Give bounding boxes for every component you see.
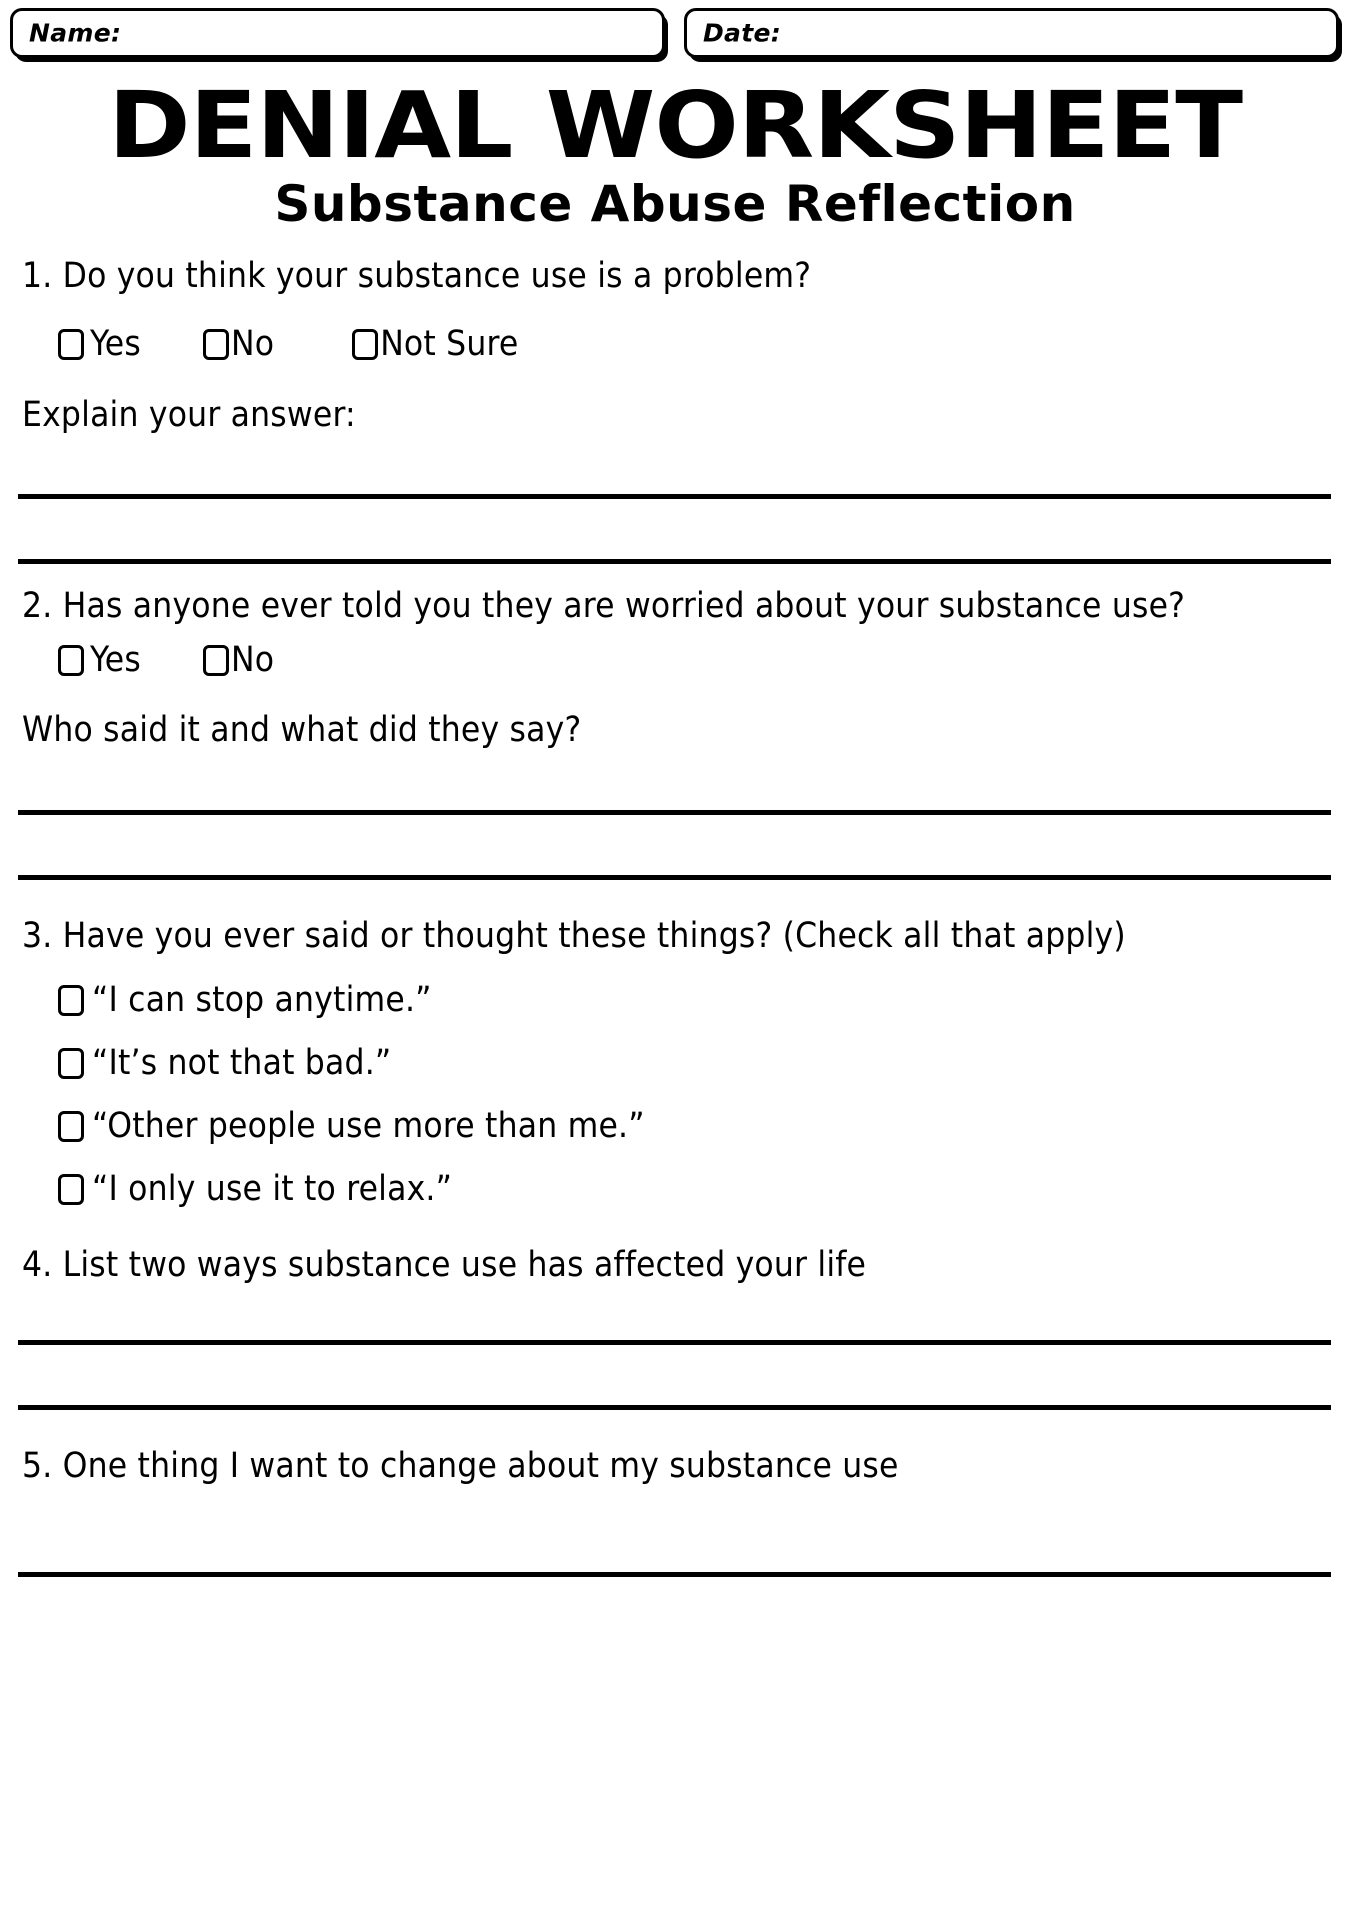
page-title: DENIAL WORKSHEET bbox=[108, 72, 1242, 179]
name-field-label: Name: bbox=[29, 18, 122, 48]
question-3-item-4[interactable] bbox=[58, 1170, 452, 1208]
answer-line-5a[interactable] bbox=[18, 1572, 1331, 1577]
checkbox-icon[interactable] bbox=[58, 1048, 84, 1079]
option-label: No bbox=[230, 640, 275, 680]
question-1-option-yes[interactable] bbox=[58, 325, 141, 363]
question-4-text: 4. List two ways substance use has affected your life bbox=[22, 1245, 867, 1285]
question-2-options bbox=[58, 641, 274, 679]
checkbox-icon[interactable] bbox=[58, 645, 84, 676]
answer-line-4a[interactable] bbox=[18, 1340, 1331, 1345]
question-2-followup-prompt: Who said it and what did they say? bbox=[22, 710, 582, 750]
answer-line-1a[interactable] bbox=[18, 494, 1331, 499]
question-3-text: 3. Have you ever said or thought these things? (Check all that apply) bbox=[22, 916, 1126, 956]
page-subtitle: Substance Abuse Reflection bbox=[274, 175, 1076, 233]
question-5-text: 5. One thing I want to change about my substance use bbox=[22, 1446, 899, 1486]
answer-line-1b[interactable] bbox=[18, 559, 1331, 564]
answer-line-2a[interactable] bbox=[18, 810, 1331, 815]
answer-line-4b[interactable] bbox=[18, 1405, 1331, 1410]
name-field[interactable] bbox=[10, 8, 665, 58]
answer-line-2b[interactable] bbox=[18, 875, 1331, 880]
checkbox-icon[interactable] bbox=[58, 1111, 84, 1142]
checkbox-icon[interactable] bbox=[58, 329, 84, 360]
checkbox-icon[interactable] bbox=[58, 1174, 84, 1205]
item-label: “Other people use more than me.” bbox=[92, 1106, 645, 1146]
checkbox-icon[interactable] bbox=[352, 329, 378, 360]
option-label: Yes bbox=[90, 324, 141, 364]
question-3-item-2[interactable] bbox=[58, 1044, 391, 1082]
question-3-item-1[interactable] bbox=[58, 981, 432, 1019]
question-1-options bbox=[58, 325, 518, 363]
question-1-option-not-sure[interactable] bbox=[352, 325, 518, 363]
question-2-text: 2. Has anyone ever told you they are worried about your substance use? bbox=[22, 586, 1186, 626]
checkbox-icon[interactable] bbox=[58, 985, 84, 1016]
checkbox-icon[interactable] bbox=[203, 645, 229, 676]
option-label: Yes bbox=[90, 640, 141, 680]
item-label: “I only use it to relax.” bbox=[92, 1169, 453, 1209]
question-3-item-3[interactable] bbox=[58, 1107, 645, 1145]
date-field-label: Date: bbox=[703, 18, 782, 48]
option-label: Not Sure bbox=[380, 324, 519, 364]
question-1-text: 1. Do you think your substance use is a problem? bbox=[22, 256, 812, 296]
header-fields bbox=[0, 8, 1350, 66]
question-1-option-no[interactable] bbox=[203, 325, 274, 363]
question-1-explain-prompt: Explain your answer: bbox=[22, 395, 356, 435]
question-2-option-no[interactable] bbox=[203, 641, 274, 679]
checkbox-icon[interactable] bbox=[203, 329, 229, 360]
question-2-option-yes[interactable] bbox=[58, 641, 141, 679]
option-label: No bbox=[230, 324, 275, 364]
item-label: “I can stop anytime.” bbox=[92, 980, 432, 1020]
item-label: “It’s not that bad.” bbox=[92, 1043, 392, 1083]
date-field[interactable] bbox=[684, 8, 1339, 58]
